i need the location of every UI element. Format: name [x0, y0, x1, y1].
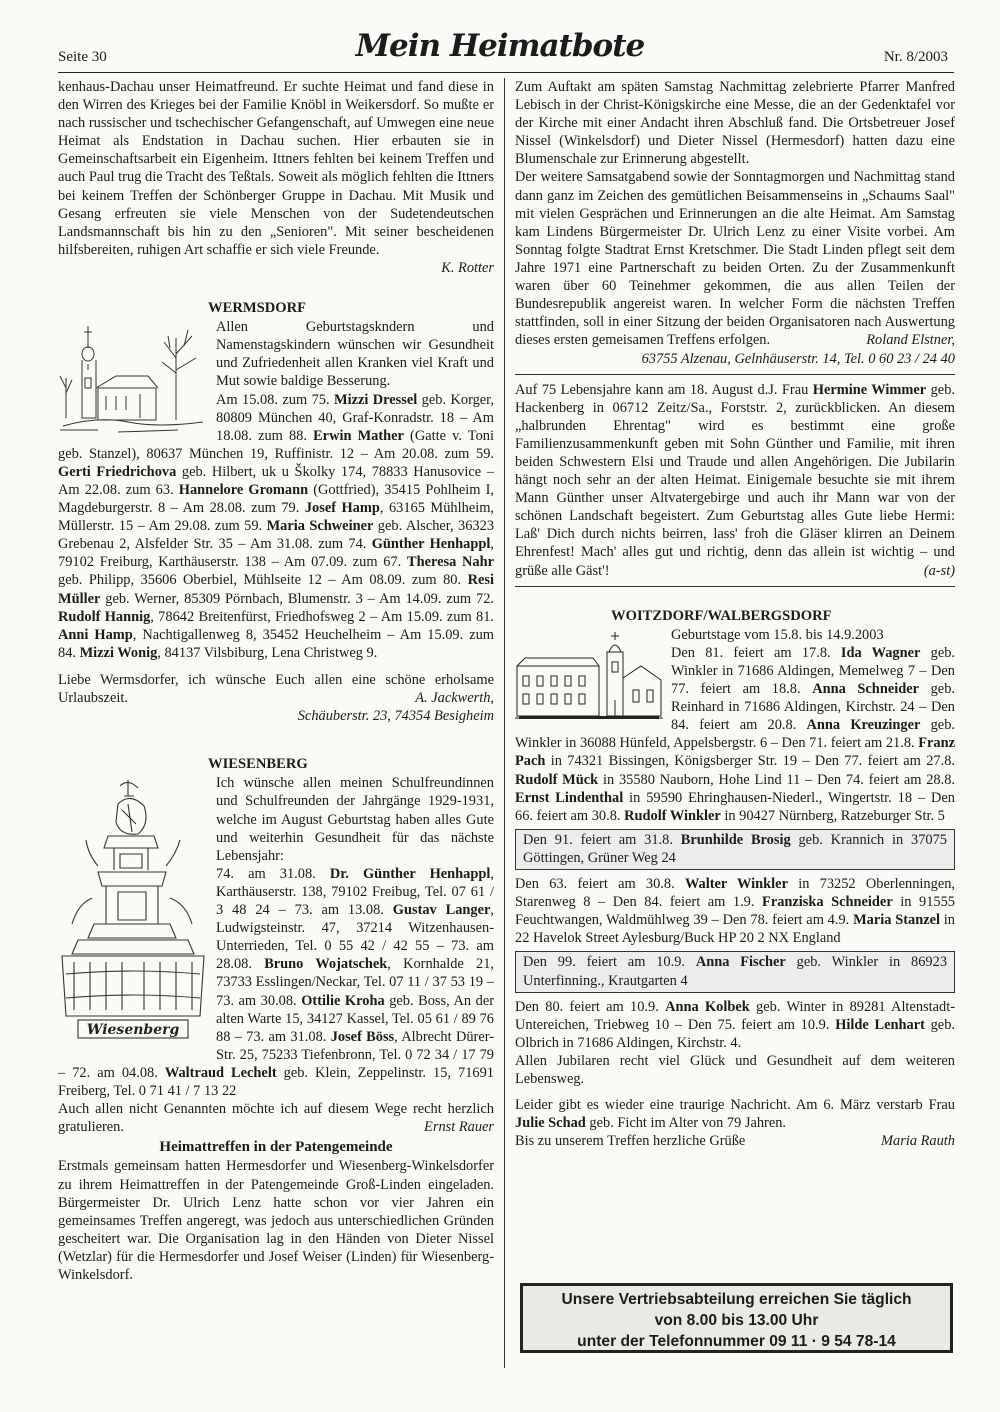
page-header: [0, 0, 1000, 80]
woitzdorf-heading: WOITZDORF/WALBERGSDORF: [611, 607, 832, 624]
woitzdorf-birthdays-mid: Den 63. feiert am 30.8. Walter Winkler in 73252 Oberlenningen, Starenweg 8 – Den 84. feiert am 1.9. Franziska Schneider in 91555 Feuchtwangen, Waldmühlweg 39 – Den 78. feiert am 4.9. Maria Stanzel in 22 Havelok Street Aylesburg/Buck HP 20 2 NX England: [515, 876, 956, 947]
church-sketch-image: [58, 318, 208, 438]
left-column: [58, 78, 494, 1284]
section-rule: [515, 586, 955, 587]
woitzdorf-signature: Maria Rauth: [881, 1133, 955, 1150]
obituary-note: Leider gibt es wieder eine traurige Nachricht. Am 6. März verstarb Frau Julie Schad geb. Ficht im Alter von 79 Jahren.: [515, 1097, 955, 1132]
highlight-box-brosig: Den 91. feiert am 31.8. Brunhilde Brosig geb. Krannich in 37075 Göttingen, Grüner Weg 24: [515, 829, 955, 870]
wiesenberg-closing: Auch allen nicht Genannten möchte ich auf diesem Wege recht herzlich gratulieren.: [58, 1101, 494, 1136]
notice-line-3: unter der Telefonnummer 09 11 · 9 54 78-14: [577, 1333, 896, 1350]
sales-department-notice: [520, 1283, 953, 1353]
wiesenberg-birthdays: 74. am 31.08. Dr. Günther Henhappl, Karthäuserstr. 138, 79102 Freibug, Tel. 07 61 / 3 48 24 – 73. am 13.08. Gustav Langer, Ludwigsteinstr. 47, 37214 Witzenhausen-Unterrieden, Tel. 0 55 42 / 42 55 – 73. am 28.08. Bruno Wojatschek, Kornhalde 21, 73733 Esslingen/Neckar, Tel. 07 11 / 37 53 19 – 73. am 30.08. Ottilie Kroha geb. Boss, An der alten Warte 15, 34127 Kassel, Tel. 05 61 / 89 76 88 – 73. am 31.08. Josef Böss, Albrecht Dürer-Str. 25, 75233 Tiefenbronn, Tel. 0 72 34 / 17 79 – 72. am 04.08. Waltraud Lechelt geb. Klein, Zeppelinstr. 15, 71691 Freiberg, Tel. 0 71 41 / 7 13 22: [58, 865, 495, 1099]
wermsdorf-heading: WERMSDORF: [208, 300, 307, 317]
wiesenberg-intro: Ich wünsche allen meinen Schulfreundinnen und Schulfreunden der Jahrgänge 1929-1931, welche im August Geburtstag haben alles Gute und weiterhin Gesundheit für das nächste Lebensjahr:: [216, 775, 494, 864]
right-column: [515, 78, 955, 1150]
wiesenberg-signature: Ernst Rauer: [424, 1119, 494, 1136]
wimmer-signature: (a-st): [923, 562, 955, 579]
woitzdorf-dates: Geburtstage vom 15.8. bis 14.9.2003: [671, 626, 884, 643]
treffen-continued-p2: Der weitere Samsatgabend sowie der Sonntagmorgen und Nachmittag stand dann ganz im Zeichen des gemütlichen Beisammenseins in „Schaums Saal" mit vielen Gesprächen und Erinnerungen an die alte Heimat. Am Samstag kam Lindens Bürgermeister Dr. Ulrich Lenz zu einer Visite vorbei. Am Sonntag folgte Stadtrat Ernst Kretschmer. Die Stadt Linden pflegt seit dem Jahre 1971 eine Partnerschaft zu beiden Orten. Zu der Zusammenkunft waren über 60 Teinehmer gekommen, die aus allen Teilen der Bundesrepublik angereist waren. In welcher Form die nächsten Treffen stattfinden, soll in einer Sitzung der beiden Organisatoren nach Auswertung dieses ersten gemeisamen Treffens erfolgen.: [515, 169, 955, 349]
woitzdorf-birthdays: Den 81. feiert am 17.8. Ida Wagner geb. Winkler in 71686 Aldingen, Memelweg 7 – Den 77. feiert am 18.8. Anna Schneider geb. Reinhard in 71686 Aldingen, Kirchstr. 24 – Den 84. feiert am 20.8. Anna Kreuzinger geb. Winkler in 36088 Hünfeld, Appelsbergstr. 6 – Den 71. feiert am 21.8. Franz Pach in 74321 Bissingen, Königsberger Str. 19 – Den 77. feiert am 27.8. Rudolf Mück in 35580 Nauborn, Hohe Lind 11 – Den 74. feiert am 28.8. Ernst Lindenthal in 59590 Ehringhausen-Niederl., Wingertstr. 18 – Den 66. feiert am 30.8. Rudolf Winkler in 90427 Nürnberg, Ratzeburger Str. 5: [515, 644, 956, 824]
page-number: Seite 30: [58, 49, 107, 65]
wermsdorf-closing: Liebe Wermsdorfer, ich wünsche Euch allen eine schöne erholsame Urlaubszeit.: [58, 671, 494, 706]
wermsdorf-birthdays: Am 15.08. zum 75. Mizzi Dressel geb. Korger, 80809 München 40, Graf-Konradstr. 18 – Am 18.08. zum 88. Erwin Mather (Gatte v. Toni geb. Stanzel), 80637 München 19, Ruffinistr. 12 – Am 20.08. zum 59. Gerti Friedrichova geb. Hilbert, uk u Školky 174, 78833 Hanusovice – Am 22.08. zum 63. Hannelore Gromann (Gottfried), 35415 Pohlheim I, Magdeburgerstr. 8 – Am 28.08. zum 79. Josef Hamp, 63165 Mühlheim, Müllerstr. 15 – Am 29.08. zum 59. Maria Schweiner geb. Alscher, 36323 Grebenau 2, Alsfelder Str. 35 – Am 31.08. zum 74. Günther Henhappl, 79102 Freiburg, Karthäuserstr. 138 – Am 07.09. zum 67. Theresa Nahr geb. Philipp, 35606 Oberbiel, Mühlseite 12 – Am 08.09. zum 80. Resi Müller geb. Werner, 85309 Pörnbach, Blumenstr. 3 – Am 14.09. zum 72. Rudolf Hannig, 78642 Breitenfürst, Friedhofsweg 2 – Am 15.09. zum 81. Anni Hamp, Nachtigallenweg 8, 35452 Heuchelheim – Am 15.09. zum 84. Mizzi Wonig, 84137 Vilsbiburg, Lena Christweg 9.: [58, 391, 495, 661]
patengemeinde-heading: Heimattreffen in der Patengemeinde: [159, 1139, 393, 1156]
wimmer-article: Auf 75 Lebensjahre kann am 18. August d.J. Frau Hermine Wimmer geb. Hackenberg in 06712 Zeitz/Sa., Forststr. 2, zurückblicken. An diesem „halbrunden Ehrentag" wird es bestimmt eine große Familienzusammenkunft geben mit Sohn Günther und Familie, mit ihren beiden Schwestern Elsi und Traude und allen Angehörigen. Die Jubilarin hängt noch sehr an der alten Heimat. Einigemale besuchte sie mit ihrem Mann Günther unser Altvatergebirge und auch ihr Mann war von der schönen Landschaft begeistert. Zum Geburtstag alles Gute liebe Hermi: Laß' Dich durch nichts beirren, lass' froh die Gläser klirren an Deinem Ehrenfest! Mach' alles gut und richtig, denn das allein ist wichtig – und grüße alle Gäst'!: [515, 381, 955, 579]
woitzdorf-birthdays-end: Den 80. feiert am 10.9. Anna Kolbek geb. Winter in 89281 Altenstadt-Untereichen, Triebweg 10 – Den 75. feiert am 10.9. Hilde Lenhart geb. Olbrich in 71686 Aldingen, Kirchstr. 4.: [515, 998, 955, 1051]
intro-article: kenhaus-Dachau unser Heimatfreund. Er suchte Heimat und fand diese in den Wirren des Krieges bei der Familie Knöbl in Weikersdorf. So mußte er nach russischer und tschechischer Gefangenschaft, auf Umwegen eine neue Heimat als Endstation in Dachau suchen. Hier erbauten sie in Gemeinschaftsarbeit ein Eigenheim. Ittners fehlten bei keinem Treffen und auch Paul trug die Tracht des Teßtals. Soweit als möglich fehlten die Ittners bei keinem Treffen der Schönberger Gruppe in Dachau. Mit Musik und Gesang erfreuten sie viele Menschen von der Sudetendeutschen Landsmannschaft bis hin zu den „Senioren". Mit seiner bescheidenen hilfsbereiten, ruhigen Art schaffie er sich viele Freunde.: [58, 79, 494, 258]
fountain-drawing-image: [58, 774, 208, 1049]
header-rule: [58, 72, 954, 73]
wermsdorf-intro: Allen Geburtstagskndern und Namenstagskindern wünschen wir Gesundheit und Zufriedenheit allen Kranken viel Kraft und Mut sowie baldige Besserung.: [216, 319, 494, 390]
wermsdorf-signature-address: Schäuberstr. 23, 74354 Besigheim: [297, 708, 494, 725]
woitzdorf-wishes: Allen Jubilaren recht viel Glück und Gesundheit auf dem weiteren Lebensweg.: [515, 1052, 955, 1087]
fountain-caption: Wiesenberg: [86, 1022, 180, 1039]
wermsdorf-signature-name: A. Jackwerth,: [415, 690, 494, 707]
treffen-continued-p1: Zum Auftakt am späten Samstag Nachmittag zelebrierte Pfarrer Manfred Lebisch in der Christ-Königskirche eine Messe, die an der Gedenktafel vor der Kirche mit einer Andacht ihren Abschluß fand. Die Ortsbetreuer Josef Nissel (Winkelsdorf) und Dieter Nissel (Hermesdorf) hatten dazu eine Blumenschale zur Erinnerung abgestellt.: [515, 79, 955, 168]
village-church-image: [515, 630, 663, 722]
section-rule: [515, 374, 955, 375]
wiesenberg-heading: WIESENBERG: [208, 756, 308, 773]
notice-line-1: Unsere Vertriebsabteilung erreichen Sie täglich: [561, 1291, 912, 1308]
intro-signature: K. Rotter: [441, 259, 494, 276]
woitzdorf-greeting: Bis zu unserem Treffen herzliche Grüße: [515, 1133, 746, 1150]
issue-number: Nr. 8/2003: [883, 49, 948, 65]
masthead-logo: Mein Heimatbote: [355, 28, 645, 64]
patengemeinde-text: Erstmals gemeinsam hatten Hermesdorfer und Wiesenberg-Winkelsdorfer zu ihrem Heimattreffen in der Patengemeinde Groß-Linden eingeladen. Bürgermeister Dr. Ulrich Lenz hatte schon vor vier Jahren ein gemeinsames Treffen angeregt, was jedoch aus unterschiedlichen Gründen gescheitert war. Die Organisation lag in den Händen von Dieter Nissel (Wetzlar) für die Hermesdorfer und Josef Weiser (Linden) für Wiesenberg-Winkelsdorf.: [58, 1158, 494, 1283]
column-divider: [504, 78, 505, 1368]
notice-line-2: von 8.00 bis 13.00 Uhr: [654, 1312, 819, 1329]
treffen-signature-address: 63755 Alzenau, Gelnhäuserstr. 14, Tel. 0 60 23 / 24 40: [641, 350, 955, 367]
treffen-signature-name: Roland Elstner,: [866, 332, 955, 349]
highlight-box-fischer: Den 99. feiert am 10.9. Anna Fischer geb. Winkler in 86923 Unterfinning., Krautgarten 4: [515, 951, 955, 992]
